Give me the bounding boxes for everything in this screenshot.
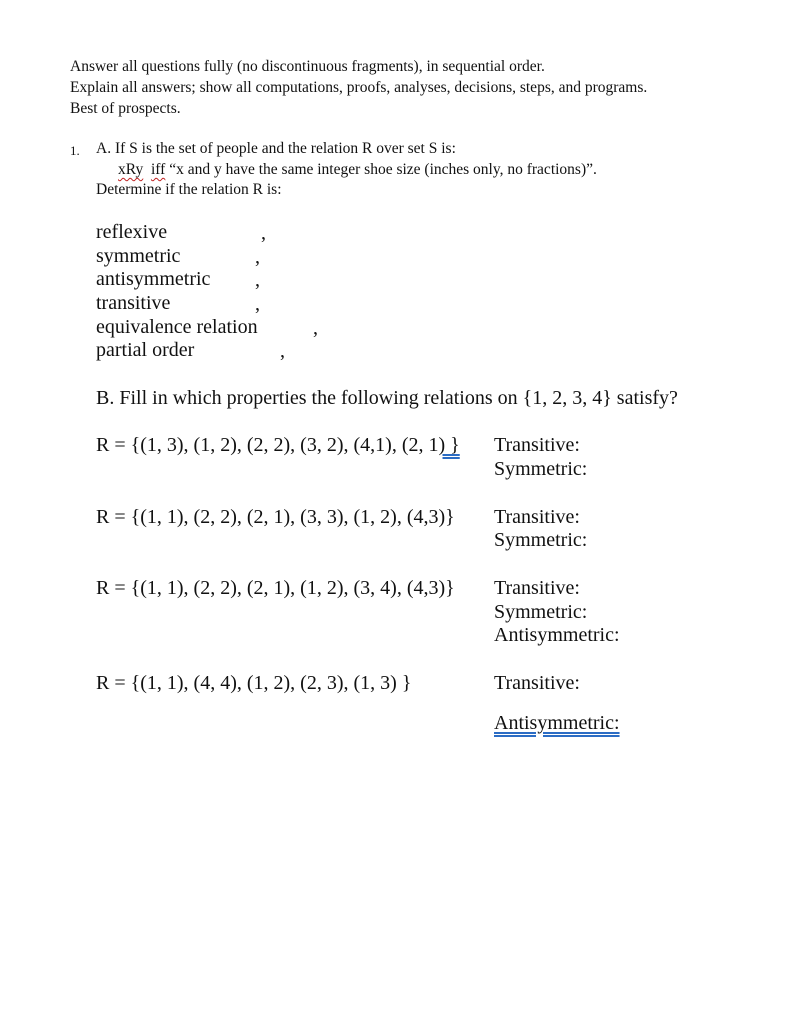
- property-equivalence-mark: ,: [313, 317, 318, 339]
- relation-3-antisymmetric: Antisymmetric:: [494, 624, 620, 646]
- relation-4-antisymmetric: Antisymmetric:: [494, 712, 620, 734]
- property-reflexive: reflexive: [96, 221, 168, 243]
- relation-3-symmetric: Symmetric:: [494, 601, 588, 623]
- instruction-line-3: Best of prospects.: [70, 100, 181, 117]
- property-partial-order-mark: ,: [280, 340, 285, 362]
- property-transitive: transitive: [96, 292, 171, 314]
- relation-1-set-main: R = {(1, 3), (1, 2), (2, 2), (3, 2), (4,1), (2, 1: [96, 434, 439, 456]
- xry-term: xRy: [118, 161, 144, 178]
- iff-term: iff: [150, 161, 166, 178]
- shoe-size-condition: “x and y have the same integer shoe size (inches only, no fractions)”.: [165, 161, 597, 178]
- property-equivalence-relation: equivalence relation: [96, 316, 258, 338]
- property-transitive-mark: ,: [255, 293, 260, 315]
- relation-2-symmetric: Symmetric:: [494, 529, 588, 551]
- relation-1-transitive: Transitive:: [494, 434, 580, 456]
- relation-3-transitive: Transitive:: [494, 577, 580, 599]
- part-b-heading: B. Fill in which properties the following relations on {1, 2, 3, 4} satisfy?: [96, 387, 678, 409]
- property-partial-order: partial order: [96, 339, 195, 361]
- instruction-line-2: Explain all answers; show all computations, proofs, analyses, decisions, steps, and programs.: [70, 79, 648, 96]
- property-antisymmetric-mark: ,: [255, 269, 260, 291]
- relation-2-transitive: Transitive:: [494, 506, 580, 528]
- relation-1-set-tail: ) }: [438, 434, 460, 456]
- property-symmetric: symmetric: [96, 245, 181, 267]
- relation-2-set: R = {(1, 1), (2, 2), (2, 1), (3, 3), (1, 2), (4,3)}: [96, 506, 455, 528]
- relation-1-set: [96, 434, 460, 457]
- property-reflexive-mark: ,: [261, 222, 266, 244]
- question-number: 1.: [70, 143, 80, 158]
- part-a-line-3: Determine if the relation R is:: [96, 181, 282, 198]
- relation-3-set: R = {(1, 1), (2, 2), (2, 1), (1, 2), (3, 4), (4,3)}: [96, 577, 455, 599]
- part-a-line-2: [118, 161, 597, 179]
- property-antisymmetric: antisymmetric: [96, 268, 211, 290]
- relation-4-set: R = {(1, 1), (4, 4), (1, 2), (2, 3), (1, 3) }: [96, 672, 412, 694]
- instruction-line-1: Answer all questions fully (no discontinuous fragments), in sequential order.: [70, 58, 545, 75]
- relation-1-symmetric: Symmetric:: [494, 458, 588, 480]
- part-a-line-1: A. If S is the set of people and the relation R over set S is:: [96, 140, 456, 157]
- relation-4-transitive: Transitive:: [494, 672, 580, 694]
- property-symmetric-mark: ,: [255, 246, 260, 268]
